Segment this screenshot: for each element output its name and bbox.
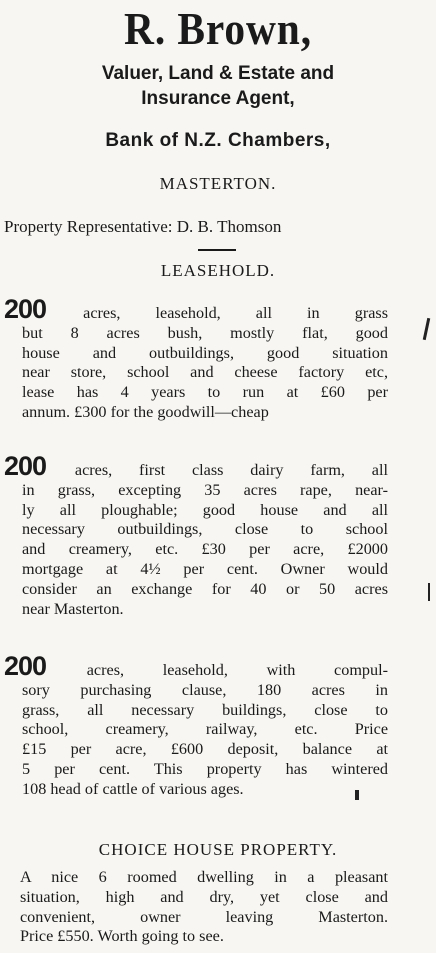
print-speck (355, 790, 359, 800)
listing-text: acres, first class dairy farm, all (74, 461, 388, 479)
house-listing (20, 868, 388, 947)
listing-line: £15 per acre, £600 deposit, balance at (22, 740, 388, 759)
listing-acreage: 200 (4, 451, 47, 481)
listing-line: sory purchasing clause, 180 acres in (22, 680, 388, 699)
listing-line: but 8 acres bush, mostly flat, good (22, 323, 388, 342)
house-line: situation, high and dry, yet close and (20, 887, 388, 906)
listing-line: mortgage at 4½ per cent. Owner would (22, 559, 388, 578)
listing-acreage: 200 (4, 294, 47, 324)
listing-line: and creamery, etc. £30 per acre, £2000 (22, 540, 388, 559)
listing-line: 108 head of cattle of various ages. (22, 779, 244, 798)
office-address: Bank of N.Z. Chambers, (105, 130, 331, 151)
agent-title-line-1: Valuer, Land & Estate and (101, 63, 335, 84)
house-line: convenient, owner leaving Masterton. (20, 907, 388, 926)
listing-line: lease has 4 years to run at £60 per (22, 383, 388, 402)
listing-line: ly all ploughable; good house and all (22, 500, 388, 519)
listing-line: school, creamery, railway, etc. Price (22, 720, 388, 739)
property-representative: Property Representative: D. B. Thomson (4, 217, 282, 236)
listing-text: acres, leasehold, all in grass (83, 304, 389, 322)
listing-line (4, 451, 388, 481)
listing-3 (4, 651, 388, 800)
listing-line: annum. £300 for the goodwill—cheap (22, 402, 269, 421)
listing-1 (4, 294, 389, 423)
agent-name: R. Brown, (124, 3, 312, 54)
town-name: MASTERTON. (159, 174, 277, 193)
listing-line (4, 651, 388, 681)
listing-line: in grass, excepting 35 acres rape, near- (22, 480, 388, 499)
listing-text: acres, leasehold, with compul- (86, 661, 388, 679)
agent-title-line-2: Insurance Agent, (141, 88, 295, 109)
listing-line: necessary outbuildings, close to school (22, 520, 388, 539)
section-title-house: CHOICE HOUSE PROPERTY. (98, 840, 338, 859)
listing-line: near Masterton. (22, 599, 124, 618)
listing-line: house and outbuildings, good situation (22, 343, 388, 362)
listing-2 (4, 451, 388, 619)
print-speck (428, 583, 430, 601)
listing-line: 5 per cent. This property has wintered (22, 759, 388, 778)
house-line: Price £550. Worth going to see. (20, 927, 224, 946)
listing-line: consider an exchange for 40 or 50 acres (22, 579, 388, 598)
print-speck (423, 318, 431, 340)
listing-line: near store, school and cheese factory etc, (22, 363, 388, 382)
divider-rule (198, 249, 236, 251)
house-line: A nice 6 roomed dwelling in a pleasant (20, 868, 388, 886)
section-title-leasehold: LEASEHOLD. (160, 261, 276, 280)
listing-line (4, 294, 389, 324)
listing-acreage: 200 (4, 651, 47, 681)
listing-line: grass, all necessary buildings, close to (22, 700, 388, 719)
